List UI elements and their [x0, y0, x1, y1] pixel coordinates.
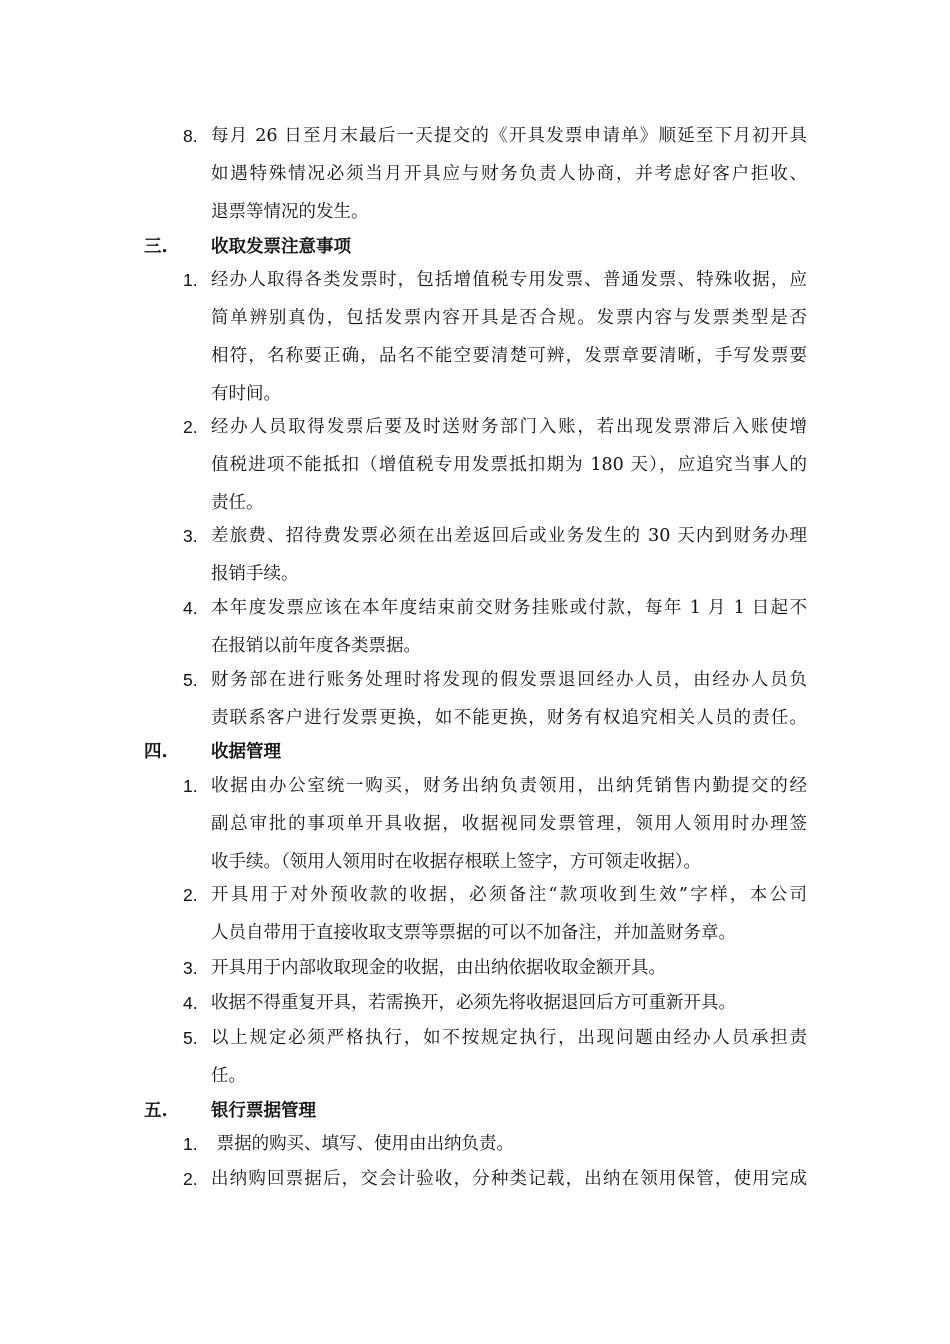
list-number: 3.: [183, 958, 198, 978]
list-number: 3.: [183, 526, 198, 546]
list-item-line: 收手续。（领用人领用时在收据存根联上签字，方可领走收据）。: [211, 852, 701, 872]
list-item-line: 简单辨别真伪，包括发票内容开具是否合规。发票内容与发票类型是否: [211, 308, 807, 328]
list-item-line: 差旅费、招待费发票必须在出差返回后或业务发生的 30 天内到财务办理: [211, 526, 807, 546]
list-item-line: 相符，名称要正确，品名不能空要清楚可辨，发票章要清晰，手写发票要: [211, 346, 807, 366]
section-heading: 银行票据管理: [211, 1101, 316, 1121]
list-number: 1.: [183, 1134, 198, 1154]
list-item-line: 出纳购回票据后，交会计验收，分种类记载，出纳在领用保管，使用完成: [211, 1169, 807, 1189]
list-item-line: 副总审批的事项单开具收据，收据视同发票管理，领用人领用时办理签: [211, 814, 807, 834]
section-number: 四.: [144, 742, 168, 762]
section-number: 五.: [144, 1101, 168, 1121]
list-item-line: 经办人员取得发票后要及时送财务部门入账，若出现发票滞后入账使增: [211, 417, 807, 437]
list-item-line: 收据由办公室统一购买，财务出纳负责领用，出纳凭销售内勤提交的经: [211, 776, 807, 796]
list-number: 1.: [183, 776, 198, 796]
list-item-line: 经办人取得各类发票时，包括增值税专用发票、普通发票、特殊收据，应: [211, 270, 807, 290]
list-item-line: 票据的购买、填写、使用由出纳负责。: [211, 1134, 515, 1154]
list-number: 2.: [183, 417, 198, 437]
list-number: 5.: [183, 670, 198, 690]
list-item-line: 开具用于内部收取现金的收据，由出纳依据收取金额开具。: [211, 958, 666, 978]
list-number: 1.: [183, 270, 198, 290]
list-item-line: 每月 26 日至月末最后一天提交的《开具发票申请单》顺延至下月初开具: [211, 126, 807, 146]
list-item-line: 退票等情况的发生。: [211, 202, 369, 222]
list-item-line: 开具用于对外预收款的收据，必须备注“款项收到生效”字样，本公司: [211, 885, 807, 905]
list-item-line: 以上规定必须严格执行，如不按规定执行，出现问题由经办人员承担责: [211, 1028, 807, 1048]
list-item-line: 值税进项不能抵扣（增值税专用发票抵扣期为 180 天），应追究当事人的: [211, 455, 807, 475]
list-item-line: 收据不得重复开具，若需换开，必须先将收据退回后方可重新开具。: [211, 993, 736, 1013]
list-number: 4.: [183, 993, 198, 1013]
list-number: 2.: [183, 1169, 198, 1189]
list-number: 2.: [183, 885, 198, 905]
list-number: 5.: [183, 1028, 198, 1048]
section-heading: 收据管理: [211, 742, 281, 762]
list-item-line: 财务部在进行账务处理时将发现的假发票退回经办人员，由经办人员负: [211, 670, 807, 690]
list-number: 8.: [183, 126, 198, 146]
section-heading: 收取发票注意事项: [211, 237, 351, 257]
list-item-line: 有时间。: [211, 384, 281, 404]
list-item-line: 如遇特殊情况必须当月开具应与财务负责人协商，并考虑好客户拒收、: [211, 164, 807, 184]
list-item-line: 报销手续。: [211, 564, 299, 584]
list-item-line: 责联系客户进行发票更换，如不能更换，财务有权追究相关人员的责任。: [211, 708, 807, 728]
list-item-line: 人员自带用于直接收取支票等票据的可以不加备注，并加盖财务章。: [211, 923, 736, 943]
list-item-line: 在报销以前年度各类票据。: [211, 636, 421, 656]
list-item-line: 任。: [211, 1066, 246, 1086]
list-number: 4.: [183, 598, 198, 618]
section-number: 三.: [144, 237, 168, 257]
list-item-line: 本年度发票应该在本年度结束前交财务挂账或付款，每年 1 月 1 日起不: [211, 598, 807, 618]
list-item-line: 责任。: [211, 493, 264, 513]
